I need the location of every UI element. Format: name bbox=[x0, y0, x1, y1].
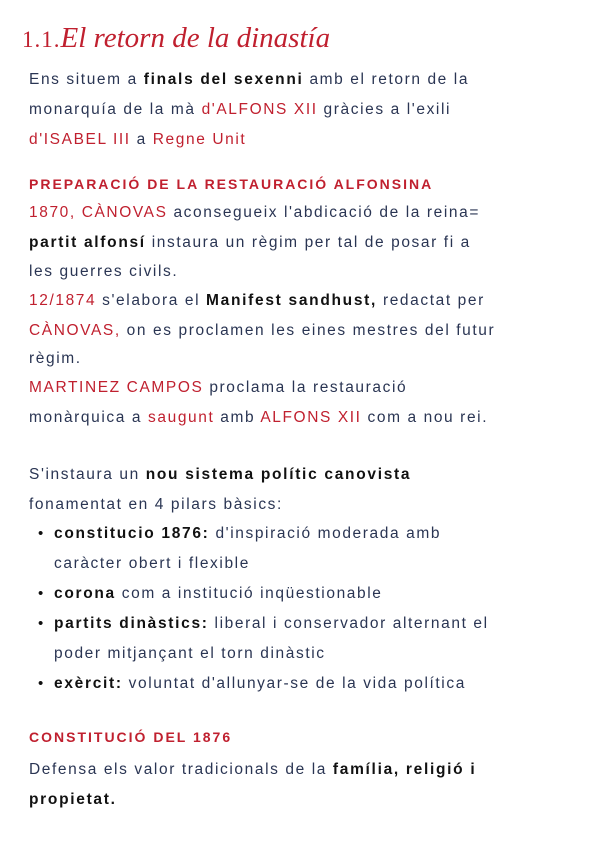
text: aconsegueix l'abdicació de la reina= bbox=[167, 204, 481, 221]
body-line bbox=[29, 291, 485, 311]
bullet-item-continued: caràcter obert i flexible bbox=[54, 555, 250, 572]
bullet-item bbox=[54, 524, 441, 544]
text: Ens situem a bbox=[29, 71, 144, 88]
bullet-icon: • bbox=[38, 615, 44, 632]
bold-text: partit alfonsí bbox=[29, 234, 146, 251]
text: monàrquica a bbox=[29, 409, 149, 426]
intro-line bbox=[29, 100, 451, 120]
text: redactat per bbox=[377, 292, 485, 309]
red-text: Regne Unit bbox=[152, 131, 247, 148]
body-line bbox=[29, 790, 117, 810]
intro-line bbox=[29, 130, 246, 150]
text: gràcies a l'exili bbox=[317, 101, 452, 118]
text: s'elabora el bbox=[96, 292, 207, 309]
text: com a institució inqüestionable bbox=[115, 585, 383, 602]
body-line bbox=[29, 203, 480, 223]
body-line bbox=[29, 465, 411, 485]
heading-constitucio: CONSTITUCIÓ DEL 1876 bbox=[29, 729, 233, 745]
text: amb el retorn de la bbox=[303, 71, 470, 88]
text: instaura un règim per tal de posar fi a bbox=[145, 234, 471, 251]
text: com a nou rei. bbox=[361, 409, 489, 426]
body-line bbox=[29, 760, 476, 780]
red-text: MARTINEZ CAMPOS bbox=[29, 379, 204, 396]
body-line bbox=[29, 378, 407, 398]
bold-text: constitucio 1876: bbox=[54, 525, 210, 542]
text: monarquía de la mà bbox=[29, 101, 202, 118]
bold-text: Manifest sandhust, bbox=[206, 292, 378, 309]
bold-text: finals del sexenni bbox=[143, 71, 304, 88]
body-line: fonamentat en 4 pilars bàsics: bbox=[29, 496, 283, 513]
bullet-icon: • bbox=[38, 585, 44, 602]
section-title-text: El retorn de la dinastía bbox=[60, 22, 331, 54]
text: amb bbox=[214, 409, 261, 426]
bold-text: família, religió i bbox=[332, 761, 477, 778]
text: Defensa els valor tradicionals de la bbox=[29, 761, 333, 778]
bullet-icon: • bbox=[38, 675, 44, 692]
body-line: règim. bbox=[29, 350, 82, 367]
section-number: 1.1. bbox=[22, 27, 61, 52]
bold-text: nou sistema polític canovista bbox=[145, 466, 412, 483]
intro-line bbox=[29, 70, 469, 90]
text: liberal i conservador alternant el bbox=[208, 615, 489, 632]
text: S'instaura un bbox=[29, 466, 146, 483]
body-line bbox=[29, 408, 488, 428]
body-line bbox=[29, 233, 471, 253]
text: on es proclamen les eines mestres del futur bbox=[120, 322, 496, 339]
bullet-item bbox=[54, 584, 383, 604]
heading-preparacio: PREPARACIÓ DE LA RESTAURACIÓ ALFONSINA bbox=[29, 176, 434, 192]
red-text: saugunt bbox=[148, 409, 215, 426]
bullet-icon: • bbox=[38, 525, 44, 542]
bullet-item-continued: poder mitjançant el torn dinàstic bbox=[54, 645, 326, 662]
body-line: les guerres civils. bbox=[29, 263, 179, 280]
bold-text: partits dinàstics: bbox=[54, 615, 209, 632]
body-line bbox=[29, 321, 495, 341]
section-title bbox=[22, 22, 330, 55]
red-text: ALFONS XII bbox=[260, 409, 362, 426]
red-text: 1870, CÀNOVAS bbox=[29, 204, 168, 221]
bold-text: corona bbox=[54, 585, 116, 602]
bold-text: propietat. bbox=[29, 791, 117, 808]
red-text: 12/1874 bbox=[29, 292, 97, 309]
text: proclama la restauració bbox=[203, 379, 408, 396]
red-text: d'ALFONS XII bbox=[201, 101, 318, 118]
red-text: CÀNOVAS, bbox=[29, 322, 121, 339]
red-text: d'ISABEL III bbox=[29, 131, 131, 148]
bullet-item bbox=[54, 674, 466, 694]
text: d'inspiració moderada amb bbox=[209, 525, 442, 542]
bold-text: exèrcit: bbox=[54, 675, 123, 692]
text: voluntat d'allunyar-se de la vida política bbox=[122, 675, 466, 692]
bullet-item bbox=[54, 614, 489, 634]
text: a bbox=[130, 131, 153, 148]
